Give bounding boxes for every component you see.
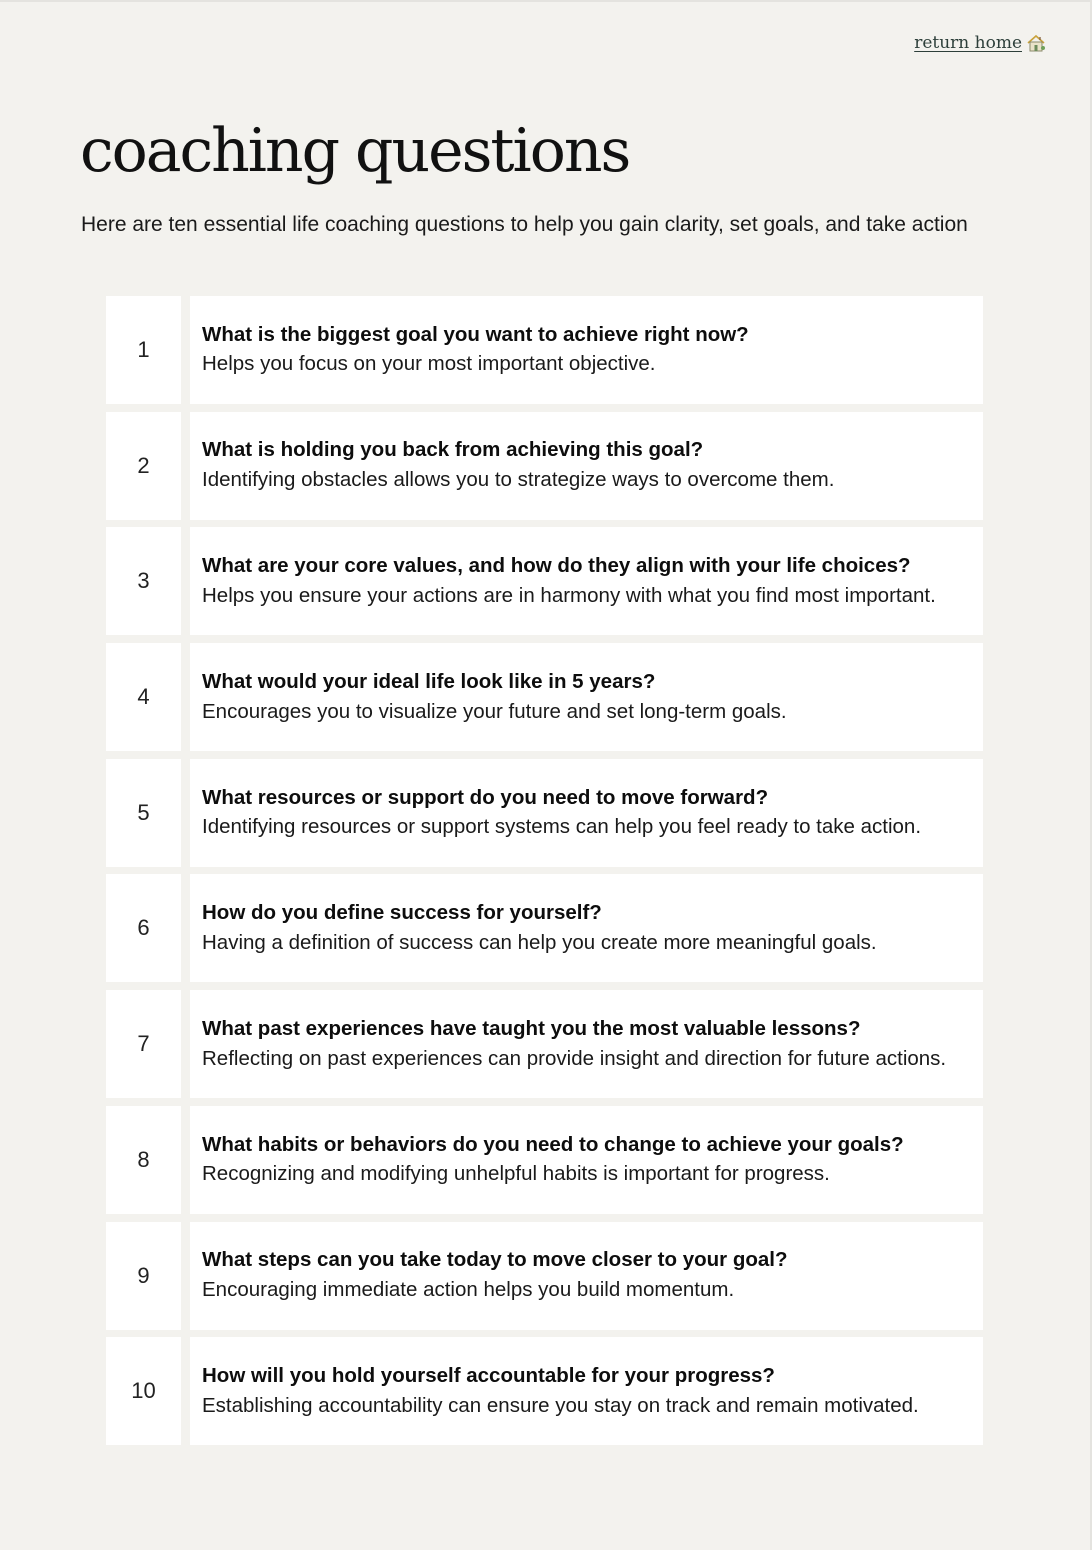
question-number: 6 [106,874,181,982]
question-content [190,1222,983,1330]
return-home-link[interactable] [914,33,1046,53]
question-number: 5 [106,759,181,867]
question-description: Identifying resources or support systems can help you feel ready to take action. [202,815,922,839]
question-content [190,874,983,982]
question-content [190,643,983,751]
question-row [106,412,983,520]
return-home-label: return home [914,33,1022,53]
question-description: Establishing accountability can ensure you stay on track and remain motivated. [202,1393,919,1417]
question-title: How will you hold yourself accountable for your progress? [202,1363,775,1387]
page-subtitle: Here are ten essential life coaching questions to help you gain clarity, set goals, and take action [81,213,968,236]
question-row [106,759,983,867]
question-description: Reflecting on past experiences can provide insight and direction for future actions. [202,1046,947,1070]
question-row [106,643,983,751]
question-content [190,296,983,404]
question-number: 2 [106,412,181,520]
question-number: 3 [106,527,181,635]
question-description: Recognizing and modifying unhelpful habits is important for progress. [202,1162,830,1186]
question-content [190,1337,983,1445]
question-title: What past experiences have taught you the most valuable lessons? [202,1016,861,1040]
question-description: Helps you ensure your actions are in harmony with what you find most important. [202,583,936,607]
question-content [190,527,983,635]
question-description: Having a definition of success can help you create more meaningful goals. [202,930,877,954]
page-title: coaching questions [80,116,630,186]
question-number: 1 [106,296,181,404]
question-title: What resources or support do you need to move forward? [202,785,769,809]
question-description: Helps you focus on your most important objective. [202,352,656,376]
question-description: Encourages you to visualize your future and set long-term goals. [202,699,787,723]
question-row [106,1222,983,1330]
question-title: What would your ideal life look like in 5 years? [202,669,656,693]
question-row [106,990,983,1098]
question-row [106,874,983,982]
question-content [190,412,983,520]
question-list [106,296,983,1453]
question-title: How do you define success for yourself? [202,901,602,925]
top-border [0,0,1092,2]
question-title: What habits or behaviors do you need to change to achieve your goals? [202,1132,904,1156]
question-number: 7 [106,990,181,1098]
question-row [106,527,983,635]
question-content [190,1106,983,1214]
question-row [106,1337,983,1445]
question-number: 9 [106,1222,181,1330]
question-title: What is holding you back from achieving this goal? [202,438,704,462]
question-content [190,990,983,1098]
question-content [190,759,983,867]
question-number: 10 [106,1337,181,1445]
question-title: What is the biggest goal you want to achieve right now? [202,322,749,346]
question-description: Encouraging immediate action helps you build momentum. [202,1277,735,1301]
question-row [106,296,983,404]
house-icon [1026,34,1046,52]
question-row [106,1106,983,1214]
question-title: What steps can you take today to move closer to your goal? [202,1248,788,1272]
question-description: Identifying obstacles allows you to strategize ways to overcome them. [202,468,835,492]
question-number: 8 [106,1106,181,1214]
question-number: 4 [106,643,181,751]
question-title: What are your core values, and how do they align with your life choices? [202,554,911,578]
